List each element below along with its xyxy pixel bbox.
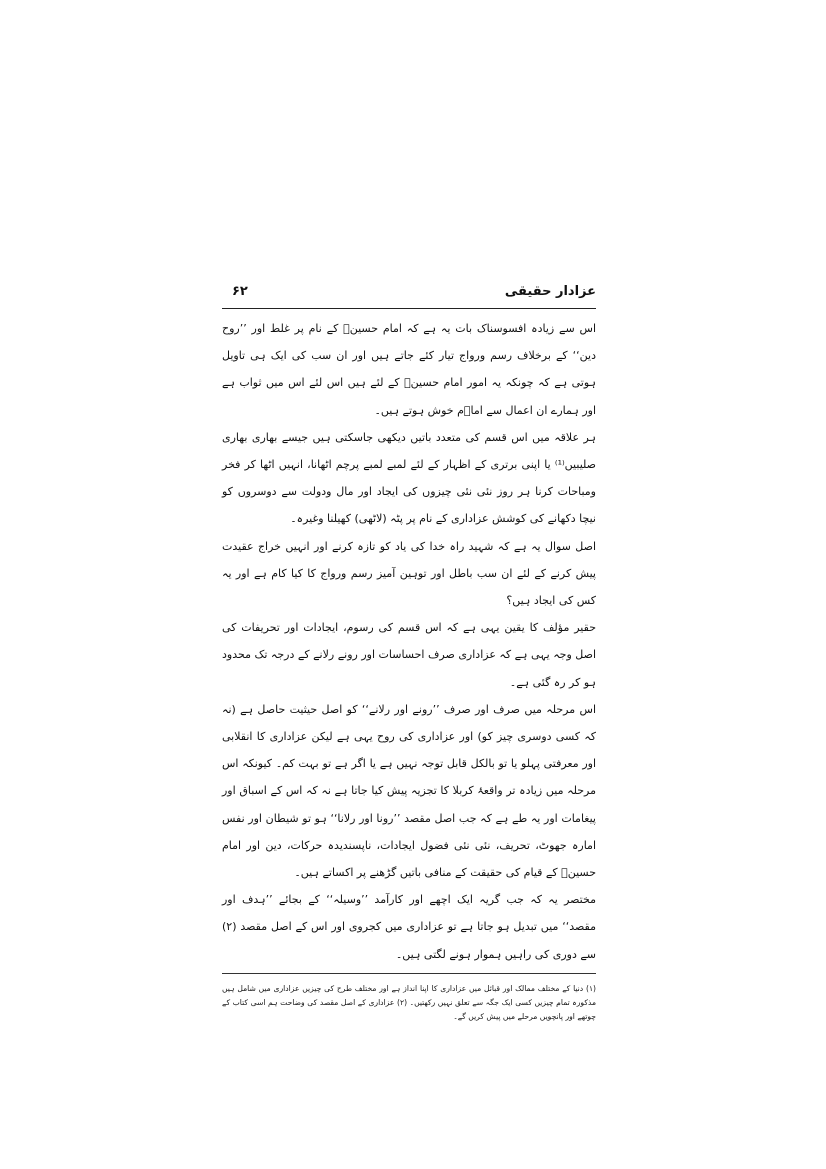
paragraph: اس مرحلہ میں صرف اور صرف ’’رونے اور رلانے‘‘ کو اصل حیثیت حاصل ہے (نہ کہ کسی دوسری چیز کو) اور عزاداری کی روح یہی ہے لیکن عزاداری کا انقلابی اور معرفتی پہلو یا تو بالکل قابل توجہ نہیں ہے یا اگر ہے تو بہت کم۔ کیونکہ اس مرحلہ میں زیادہ تر واقعۂ کربلا کا تجزیہ پیش کیا جاتا ہے نہ کہ اس کے اسباق اور پیغامات اور یہ طے ہے کہ جب اصل مقصد ’’رونا اور رلانا‘‘ ہو تو شیطان اور نفس امارہ جھوٹ، تحریف، نئی نئی فضول ایجادات، ناپسندیدہ حرکات، دین اور امام حسینؑ کے قیام کی حقیقت کے منافی باتیں گڑھنے پر اکساتے ہیں۔ [222, 702, 596, 880]
footnote-separator [222, 973, 596, 974]
page-header [222, 282, 596, 309]
footnotes: (۱) دنیا کے مختلف ممالک اور قبائل میں عزاداری کا اپنا انداز ہے اور مختلف طرح کی چیزیں عزاداری میں شامل ہیں مذکورہ تمام چیزیں کسی ایک جگہ سے تعلق نہیں رکھتیں۔ (۲) عزاداری کے اصل مقصد کی وضاحت ہم اسی کتاب کے چوتھے اور پانچویں مرحلے میں پیش کریں گے۔ [222, 983, 597, 1021]
paragraph: مختصر یہ کہ جب گریہ ایک اچھے اور کارآمد ’’وسیلہ‘‘ کے بجائے ’’ہدف اور مقصد‘‘ میں تبدیل ہو جاتا ہے تو عزاداری میں کجروی اور اس کے اصل مقصد (۲) سے دوری کی راہیں ہموار ہونے لگتی ہیں۔ [222, 893, 596, 961]
paragraph: حقیر مؤلف کا یقین یہی ہے کہ اس قسم کی رسوم، ایجادات اور تحریفات کی اصل وجہ یہی ہے کہ عزاداری صرف احساسات اور رونے رلانے کے درجہ تک محدود ہو کر رہ گئی ہے۔ [222, 621, 596, 689]
paragraph: اصل سوال یہ ہے کہ شہید راہ خدا کی یاد کو تازہ کرنے اور انہیں خراج عقیدت پیش کرنے کے لئے ان سب باطل اور توہین آمیز رسم ورواج کا کیا کام ہے اور یہ کس کی ایجاد ہیں؟ [222, 539, 596, 608]
page-body [222, 315, 596, 968]
book-page [222, 282, 597, 1021]
paragraph: اس سے زیادہ افسوسناک بات یہ ہے کہ امام حسینؑ کے نام پر غلط اور ’’روح دین‘‘ کے برخلاف رسم ورواج تیار کئے جاتے ہیں اور ان سب کی ایک ہی تاویل ہوتی ہے کہ چونکہ یہ امور امام حسینؑ کے لئے ہیں اس لئے اس میں ثواب ہے اور ہمارے ان اعمال سے اماؑم خوش ہوتے ہیں۔ [222, 322, 596, 417]
running-title: عزادار حقیقی [504, 284, 596, 299]
paragraph: ہر علاقہ میں اس قسم کی متعدد باتیں دیکھی جاسکتی ہیں جیسے بھاری بھاری صلیبیں⁽¹⁾ یا اپنی برتری کے اظہار کے لئے لمبے لمبے پرچم اٹھانا، انہیں اٹھا کر فخر ومباحات کرنا ہر روز نئی نئی چیزوں کی ایجاد اور مال ودولت سے دوسروں کو نیچا دکھانے کی کوشش عزاداری کے نام پر پٹہ (لاٹھی) کھیلنا وغیرہ۔ [222, 430, 596, 526]
page-number: ۶۲ [232, 284, 248, 299]
